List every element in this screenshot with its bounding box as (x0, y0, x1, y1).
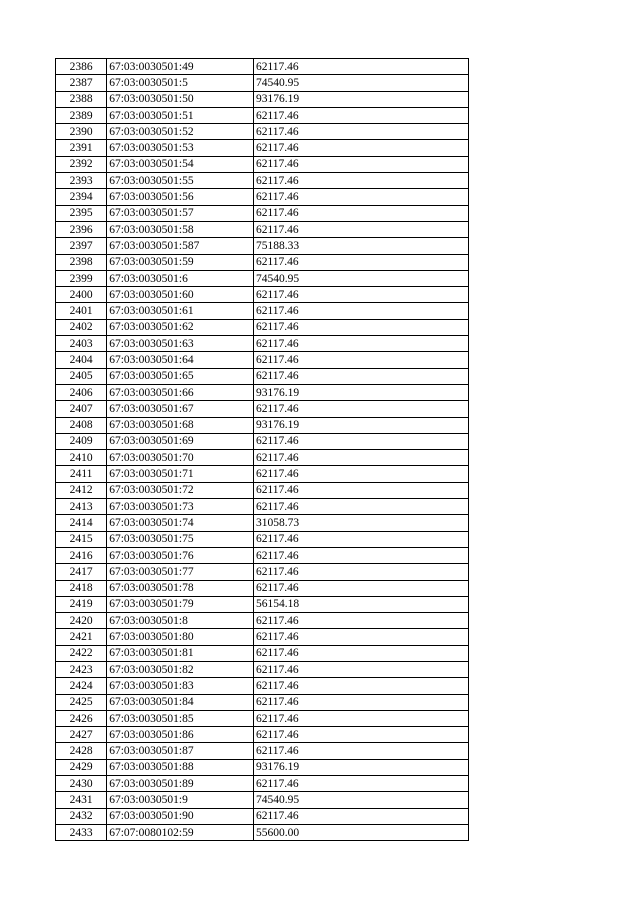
value-cell: 62117.46 (253, 678, 468, 694)
row-number-cell: 2425 (56, 694, 107, 710)
cadastral-number-cell: 67:03:0030501:64 (107, 352, 254, 368)
row-number-cell: 2401 (56, 303, 107, 319)
cadastral-number-cell: 67:03:0030501:8 (107, 613, 254, 629)
cadastral-number-cell: 67:03:0030501:66 (107, 384, 254, 400)
cadastral-number-cell: 67:03:0030501:90 (107, 808, 254, 824)
row-number-cell: 2387 (56, 75, 107, 91)
value-cell: 62117.46 (253, 613, 468, 629)
value-cell: 74540.95 (253, 792, 468, 808)
cadastral-number-cell: 67:03:0030501:85 (107, 710, 254, 726)
row-number-cell: 2405 (56, 368, 107, 384)
cadastral-number-cell: 67:03:0030501:60 (107, 287, 254, 303)
value-cell: 62117.46 (253, 661, 468, 677)
row-number-cell: 2391 (56, 140, 107, 156)
table-row (56, 466, 469, 482)
cadastral-number-cell: 67:03:0030501:55 (107, 173, 254, 189)
table-row (56, 417, 469, 433)
table-row (56, 564, 469, 580)
row-number-cell: 2402 (56, 319, 107, 335)
row-number-cell: 2429 (56, 759, 107, 775)
table-row (56, 107, 469, 123)
value-cell: 62117.46 (253, 547, 468, 563)
cadastral-number-cell: 67:03:0030501:59 (107, 254, 254, 270)
table-row (56, 661, 469, 677)
value-cell: 62117.46 (253, 140, 468, 156)
row-number-cell: 2415 (56, 531, 107, 547)
cadastral-number-cell: 67:03:0030501:54 (107, 156, 254, 172)
cadastral-number-cell: 67:03:0030501:9 (107, 792, 254, 808)
value-cell: 62117.46 (253, 156, 468, 172)
value-cell: 62117.46 (253, 303, 468, 319)
row-number-cell: 2427 (56, 727, 107, 743)
value-cell: 62117.46 (253, 352, 468, 368)
cadastral-number-cell: 67:03:0030501:78 (107, 580, 254, 596)
value-cell: 62117.46 (253, 287, 468, 303)
value-cell: 62117.46 (253, 694, 468, 710)
table-row (56, 678, 469, 694)
value-cell: 56154.18 (253, 596, 468, 612)
cadastral-number-cell: 67:03:0030501:81 (107, 645, 254, 661)
cadastral-number-cell: 67:07:0080102:59 (107, 824, 254, 840)
cadastral-number-cell: 67:03:0030501:56 (107, 189, 254, 205)
cadastral-number-cell: 67:03:0030501:52 (107, 124, 254, 140)
cadastral-number-cell: 67:03:0030501:73 (107, 499, 254, 515)
cadastral-number-cell: 67:03:0030501:51 (107, 107, 254, 123)
table-row (56, 482, 469, 498)
table-row (56, 531, 469, 547)
table-row (56, 368, 469, 384)
cadastral-number-cell: 67:03:0030501:74 (107, 515, 254, 531)
value-cell: 62117.46 (253, 336, 468, 352)
cadastral-number-cell: 67:03:0030501:86 (107, 727, 254, 743)
row-number-cell: 2390 (56, 124, 107, 140)
row-number-cell: 2392 (56, 156, 107, 172)
value-cell: 93176.19 (253, 759, 468, 775)
value-cell: 74540.95 (253, 75, 468, 91)
row-number-cell: 2432 (56, 808, 107, 824)
row-number-cell: 2431 (56, 792, 107, 808)
data-table (55, 58, 469, 841)
table-body (56, 59, 469, 841)
table-row (56, 91, 469, 107)
value-cell: 62117.46 (253, 499, 468, 515)
value-cell: 62117.46 (253, 531, 468, 547)
table-row (56, 254, 469, 270)
table-row (56, 384, 469, 400)
row-number-cell: 2419 (56, 596, 107, 612)
cadastral-number-cell: 67:03:0030501:61 (107, 303, 254, 319)
cadastral-number-cell: 67:03:0030501:57 (107, 205, 254, 221)
row-number-cell: 2397 (56, 238, 107, 254)
value-cell: 62117.46 (253, 727, 468, 743)
table-row (56, 124, 469, 140)
cadastral-number-cell: 67:03:0030501:89 (107, 776, 254, 792)
value-cell: 75188.33 (253, 238, 468, 254)
cadastral-number-cell: 67:03:0030501:50 (107, 91, 254, 107)
table-row (56, 352, 469, 368)
cadastral-number-cell: 67:03:0030501:6 (107, 270, 254, 286)
cadastral-number-cell: 67:03:0030501:65 (107, 368, 254, 384)
table-row (56, 433, 469, 449)
table-row (56, 776, 469, 792)
value-cell: 62117.46 (253, 319, 468, 335)
table-row (56, 580, 469, 596)
cadastral-number-cell: 67:03:0030501:76 (107, 547, 254, 563)
value-cell: 62117.46 (253, 466, 468, 482)
cadastral-number-cell: 67:03:0030501:79 (107, 596, 254, 612)
table-row (56, 287, 469, 303)
table-row (56, 515, 469, 531)
row-number-cell: 2406 (56, 384, 107, 400)
row-number-cell: 2404 (56, 352, 107, 368)
table-row (56, 270, 469, 286)
table-row (56, 336, 469, 352)
row-number-cell: 2398 (56, 254, 107, 270)
cadastral-number-cell: 67:03:0030501:83 (107, 678, 254, 694)
table-row (56, 75, 469, 91)
value-cell: 74540.95 (253, 270, 468, 286)
value-cell: 62117.46 (253, 59, 468, 75)
cadastral-number-cell: 67:03:0030501:72 (107, 482, 254, 498)
row-number-cell: 2400 (56, 287, 107, 303)
cadastral-number-cell: 67:03:0030501:62 (107, 319, 254, 335)
table-row (56, 645, 469, 661)
row-number-cell: 2394 (56, 189, 107, 205)
table-row (56, 727, 469, 743)
value-cell: 62117.46 (253, 124, 468, 140)
table-row (56, 808, 469, 824)
row-number-cell: 2412 (56, 482, 107, 498)
row-number-cell: 2428 (56, 743, 107, 759)
row-number-cell: 2396 (56, 221, 107, 237)
table-row (56, 303, 469, 319)
table-row (56, 205, 469, 221)
row-number-cell: 2408 (56, 417, 107, 433)
table-row (56, 629, 469, 645)
value-cell: 62117.46 (253, 482, 468, 498)
row-number-cell: 2430 (56, 776, 107, 792)
value-cell: 62117.46 (253, 776, 468, 792)
value-cell: 62117.46 (253, 629, 468, 645)
value-cell: 62117.46 (253, 189, 468, 205)
table-row (56, 499, 469, 515)
row-number-cell: 2433 (56, 824, 107, 840)
row-number-cell: 2416 (56, 547, 107, 563)
table-row (56, 596, 469, 612)
table-row (56, 450, 469, 466)
row-number-cell: 2422 (56, 645, 107, 661)
value-cell: 62117.46 (253, 580, 468, 596)
table-row (56, 221, 469, 237)
table-row (56, 710, 469, 726)
value-cell: 62117.46 (253, 743, 468, 759)
table-row (56, 824, 469, 840)
row-number-cell: 2426 (56, 710, 107, 726)
row-number-cell: 2409 (56, 433, 107, 449)
table-row (56, 173, 469, 189)
cadastral-number-cell: 67:03:0030501:58 (107, 221, 254, 237)
table-row (56, 238, 469, 254)
value-cell: 31058.73 (253, 515, 468, 531)
row-number-cell: 2403 (56, 336, 107, 352)
row-number-cell: 2411 (56, 466, 107, 482)
cadastral-number-cell: 67:03:0030501:587 (107, 238, 254, 254)
table-row (56, 792, 469, 808)
cadastral-number-cell: 67:03:0030501:75 (107, 531, 254, 547)
row-number-cell: 2423 (56, 661, 107, 677)
cadastral-number-cell: 67:03:0030501:5 (107, 75, 254, 91)
table-row (56, 694, 469, 710)
value-cell: 62117.46 (253, 808, 468, 824)
value-cell: 62117.46 (253, 221, 468, 237)
row-number-cell: 2395 (56, 205, 107, 221)
table-row (56, 759, 469, 775)
table-row (56, 547, 469, 563)
table-row (56, 401, 469, 417)
table-row (56, 140, 469, 156)
table-row (56, 189, 469, 205)
value-cell: 93176.19 (253, 417, 468, 433)
row-number-cell: 2393 (56, 173, 107, 189)
value-cell: 62117.46 (253, 645, 468, 661)
cadastral-number-cell: 67:03:0030501:84 (107, 694, 254, 710)
value-cell: 62117.46 (253, 254, 468, 270)
row-number-cell: 2399 (56, 270, 107, 286)
value-cell: 62117.46 (253, 107, 468, 123)
value-cell: 62117.46 (253, 433, 468, 449)
cadastral-number-cell: 67:03:0030501:69 (107, 433, 254, 449)
cadastral-number-cell: 67:03:0030501:77 (107, 564, 254, 580)
row-number-cell: 2389 (56, 107, 107, 123)
table-row (56, 319, 469, 335)
value-cell: 93176.19 (253, 91, 468, 107)
cadastral-number-cell: 67:03:0030501:87 (107, 743, 254, 759)
cadastral-number-cell: 67:03:0030501:82 (107, 661, 254, 677)
row-number-cell: 2386 (56, 59, 107, 75)
row-number-cell: 2388 (56, 91, 107, 107)
row-number-cell: 2410 (56, 450, 107, 466)
value-cell: 62117.46 (253, 564, 468, 580)
cadastral-number-cell: 67:03:0030501:68 (107, 417, 254, 433)
table-row (56, 613, 469, 629)
value-cell: 62117.46 (253, 173, 468, 189)
value-cell: 62117.46 (253, 205, 468, 221)
cadastral-number-cell: 67:03:0030501:67 (107, 401, 254, 417)
cadastral-number-cell: 67:03:0030501:53 (107, 140, 254, 156)
row-number-cell: 2417 (56, 564, 107, 580)
row-number-cell: 2407 (56, 401, 107, 417)
row-number-cell: 2414 (56, 515, 107, 531)
cadastral-number-cell: 67:03:0030501:63 (107, 336, 254, 352)
value-cell: 62117.46 (253, 450, 468, 466)
value-cell: 93176.19 (253, 384, 468, 400)
value-cell: 55600.00 (253, 824, 468, 840)
cadastral-number-cell: 67:03:0030501:88 (107, 759, 254, 775)
row-number-cell: 2413 (56, 499, 107, 515)
table-row (56, 156, 469, 172)
row-number-cell: 2418 (56, 580, 107, 596)
value-cell: 62117.46 (253, 710, 468, 726)
cadastral-number-cell: 67:03:0030501:70 (107, 450, 254, 466)
cadastral-number-cell: 67:03:0030501:49 (107, 59, 254, 75)
value-cell: 62117.46 (253, 401, 468, 417)
cadastral-number-cell: 67:03:0030501:71 (107, 466, 254, 482)
table-row (56, 743, 469, 759)
value-cell: 62117.46 (253, 368, 468, 384)
cadastral-number-cell: 67:03:0030501:80 (107, 629, 254, 645)
table-row (56, 59, 469, 75)
row-number-cell: 2421 (56, 629, 107, 645)
row-number-cell: 2420 (56, 613, 107, 629)
row-number-cell: 2424 (56, 678, 107, 694)
